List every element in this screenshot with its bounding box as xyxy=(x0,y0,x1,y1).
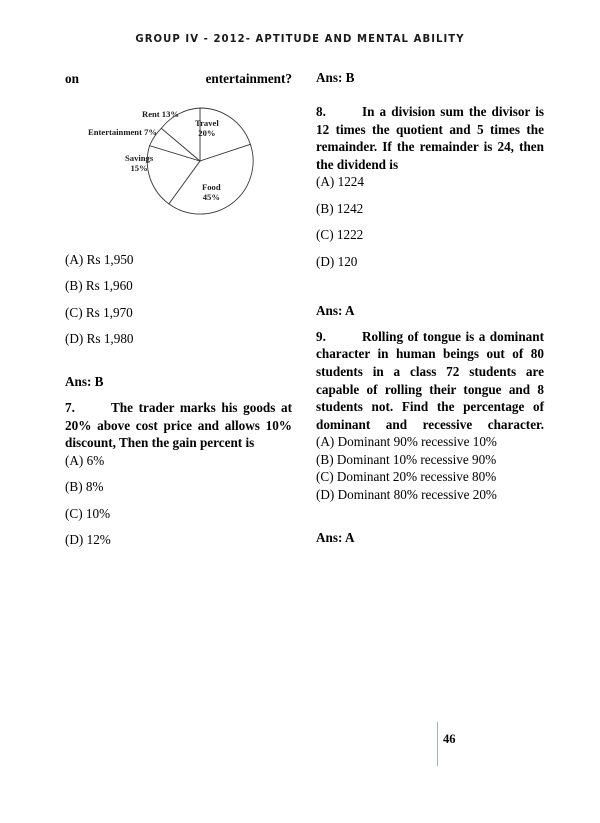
question-7-option-b[interactable]: (B) 8% xyxy=(65,479,104,495)
question-9-number: 9. xyxy=(316,328,326,344)
page-number: 46 xyxy=(443,732,456,746)
pie-label-savings-name: Savings xyxy=(125,152,154,163)
question-6-option-d[interactable]: (D) Rs 1,980 xyxy=(65,331,134,347)
right-column xyxy=(316,70,544,546)
question-9-body: Rolling of tongue is a dominant character in human beings out of 80 students in a class 72 students are capable of rolling their tongue and 8 students not. Find the percentage of dominant and recessive character. xyxy=(316,328,544,432)
spacer xyxy=(65,347,292,374)
question-9-option-d[interactable]: (D) Dominant 80% recessive 20% xyxy=(316,486,497,502)
question-8-text xyxy=(316,103,544,173)
spacer xyxy=(316,270,544,303)
question-7-body: The trader marks his goods at 20% above cost price and allows 10% discount, Then the gain percent is xyxy=(65,400,292,451)
question-7-option-c[interactable]: (C) 10% xyxy=(65,505,111,521)
question-8-answer: Ans: A xyxy=(316,302,355,318)
question-8-body: In a division sum the divisor is 12 times the quotient and 5 times the remainder. If the remainder is 24, then the dividend is xyxy=(316,104,544,172)
question-8-option-d[interactable]: (D) 120 xyxy=(316,253,358,269)
question-6-option-b[interactable]: (B) Rs 1,960 xyxy=(65,278,133,294)
pie-label-entertainment: Entertainment 7% xyxy=(88,126,157,137)
question-6-answer: Ans: B xyxy=(65,374,104,390)
spacer xyxy=(316,190,544,200)
question-9-option-a[interactable]: (A) Dominant 90% recessive 10% xyxy=(316,434,497,450)
question-7-option-a[interactable]: (A) 6% xyxy=(65,452,105,468)
spacer xyxy=(316,319,544,328)
question-8-option-a[interactable]: (A) 1224 xyxy=(316,174,364,190)
spacer xyxy=(65,522,292,532)
spacer xyxy=(316,243,544,253)
pie-label-travel xyxy=(195,118,219,138)
pie-label-travel-name: Travel xyxy=(195,117,219,128)
spacer xyxy=(316,503,544,530)
question-8-option-c[interactable]: (C) 1222 xyxy=(316,227,364,243)
question-7-answer: Ans: B xyxy=(316,70,355,85)
spacer xyxy=(316,86,544,103)
question-6-stem-continuation xyxy=(65,70,292,88)
left-column xyxy=(65,70,292,548)
question-9-answer: Ans: A xyxy=(316,530,355,546)
spacer xyxy=(316,217,544,227)
question-8-option-b[interactable]: (B) 1242 xyxy=(316,200,364,216)
question-9-text xyxy=(316,328,544,434)
spacer xyxy=(65,242,292,251)
spacer xyxy=(65,469,292,479)
question-6-option-c[interactable]: (C) Rs 1,970 xyxy=(65,304,133,320)
spacer xyxy=(65,390,292,399)
stem-start: on xyxy=(65,71,79,86)
question-7-text xyxy=(65,399,292,452)
footer-divider-rule xyxy=(437,722,438,766)
page-header-title: GROUP IV - 2012- APTITUDE AND MENTAL ABILITY xyxy=(135,33,465,45)
question-9-option-c[interactable]: (C) Dominant 20% recessive 80% xyxy=(316,469,497,485)
question-9-option-b[interactable]: (B) Dominant 10% recessive 90% xyxy=(316,451,497,467)
pie-label-food-name: Food xyxy=(202,181,221,192)
pie-label-savings-value: 15% xyxy=(130,162,148,173)
pie-label-food-value: 45% xyxy=(202,191,220,202)
pie-label-food xyxy=(202,182,221,202)
question-7-option-d[interactable]: (D) 12% xyxy=(65,532,111,548)
question-8-number: 8. xyxy=(316,104,326,119)
pie-label-travel-value: 20% xyxy=(198,127,216,138)
stem-end: entertainment? xyxy=(205,71,292,86)
pie-label-rent: Rent 13% xyxy=(142,108,179,119)
question-7-number: 7. xyxy=(65,400,75,416)
expenditure-pie-chart xyxy=(65,90,292,242)
pie-label-savings xyxy=(125,153,153,173)
spacer xyxy=(65,495,292,505)
question-6-option-a[interactable]: (A) Rs 1,950 xyxy=(65,251,134,267)
